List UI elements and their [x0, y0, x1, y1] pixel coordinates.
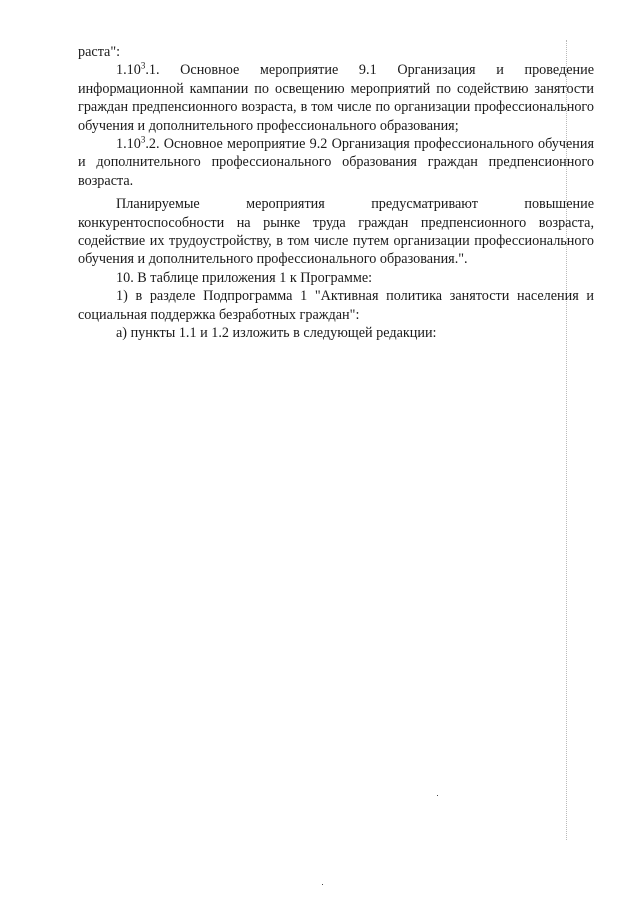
item-number-prefix: 1.10 [116, 62, 141, 79]
document-body [78, 43, 594, 343]
paragraph-item-a: а) пункты 1.1 и 1.2 изложить в следующей редакции: [116, 325, 437, 342]
paragraph-planned-activities: Планируемые мероприятия предусматривают повышение конкурентоспособности на рынке труда граждан предпенсионного возраста, содействие их трудоустройству, в том числе путем организации профессионального обучения и дополнительного профессионального образования.". [78, 196, 594, 268]
item-number-superscript: 3 [140, 134, 146, 145]
scan-speck [437, 795, 438, 796]
paragraph-item-1-10-3-1 [78, 61, 594, 135]
item-number-prefix: 1.10 [116, 136, 141, 153]
item-number-superscript: 3 [140, 60, 146, 71]
item-text: .2. Основное мероприятие 9.2 Организация профессионального обучения и дополнительного профессионального образования граждан предпенсионного возраста. [78, 136, 594, 189]
paragraph-item-1: 1) в разделе Подпрограмма 1 "Активная политика занятости населения и социальная поддержка безработных граждан": [78, 288, 594, 323]
item-text: .1. Основное мероприятие 9.1 Организация и проведение информационной кампании по освещению мероприятий по содействию занятости граждан предпенсионного возраста, в том числе по организации профессионального обучения и дополнительного профессионального образования; [78, 62, 594, 134]
scan-speck [322, 884, 323, 885]
paragraph-continuation: раста": [78, 44, 121, 60]
paragraph-item-10: 10. В таблице приложения 1 к Программе: [116, 269, 373, 286]
paragraph-item-1-10-3-2 [78, 135, 594, 190]
